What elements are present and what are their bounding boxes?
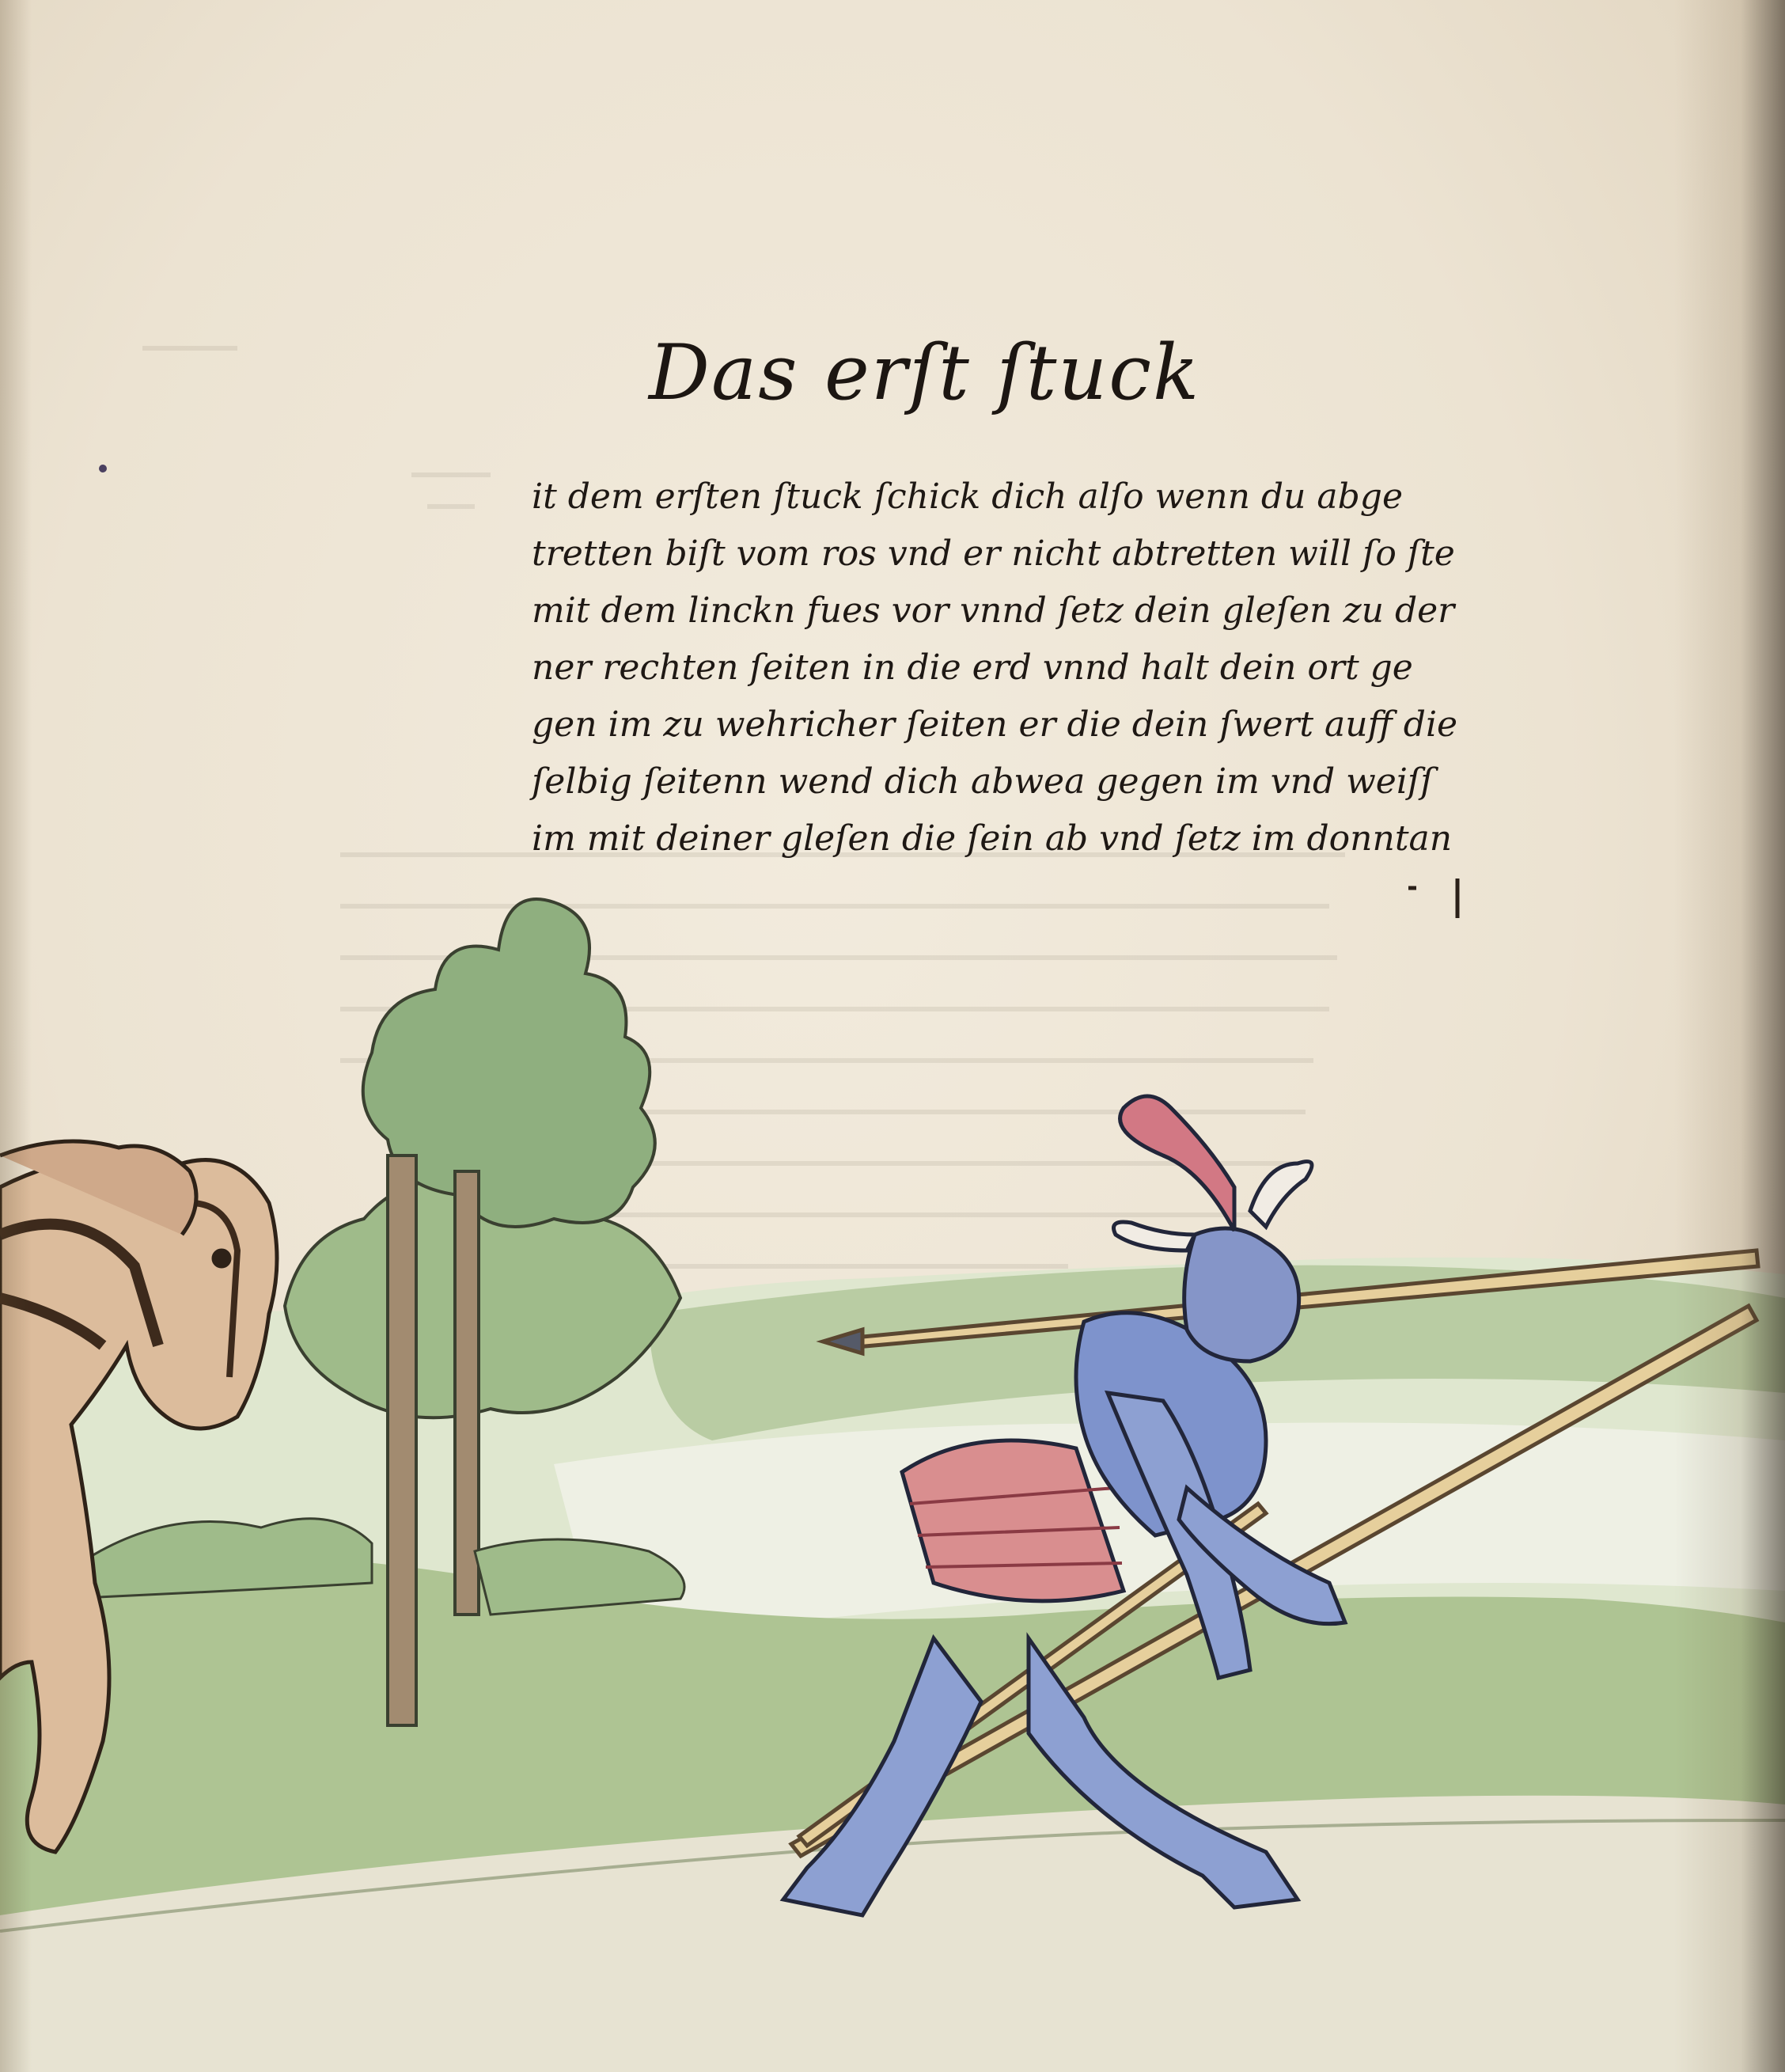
text-line: tretten biſt vom ros vnd er nicht abtretten will ſo ſte xyxy=(532,533,1455,574)
text-line: mit dem linckn fues vor vnnd ſetz dein gleſen zu der xyxy=(532,590,1455,631)
page-edge-shadow xyxy=(1674,0,1785,2072)
page-gutter-shadow xyxy=(0,0,32,2072)
text-line: im mit deiner gleſen die ſein ab vnd ſetz im donntan xyxy=(532,818,1453,859)
manuscript-text xyxy=(532,469,1592,867)
text-line: gen im zu wehricher ſeiten er die dein ſwert auff die xyxy=(532,704,1458,745)
text-line: ner rechten ſeiten in die erd vnnd halt dein ort ge xyxy=(532,647,1413,688)
text-line: it dem erſten ſtuck ſchick dich alſo wenn du abge xyxy=(532,476,1404,517)
ink-marks xyxy=(1408,879,1457,918)
text-line: ſelbig ſeitenn wend dich abwea gegen im vnd weiſſ xyxy=(532,761,1434,802)
section-heading: Das erſt ſtuck xyxy=(649,328,1201,417)
